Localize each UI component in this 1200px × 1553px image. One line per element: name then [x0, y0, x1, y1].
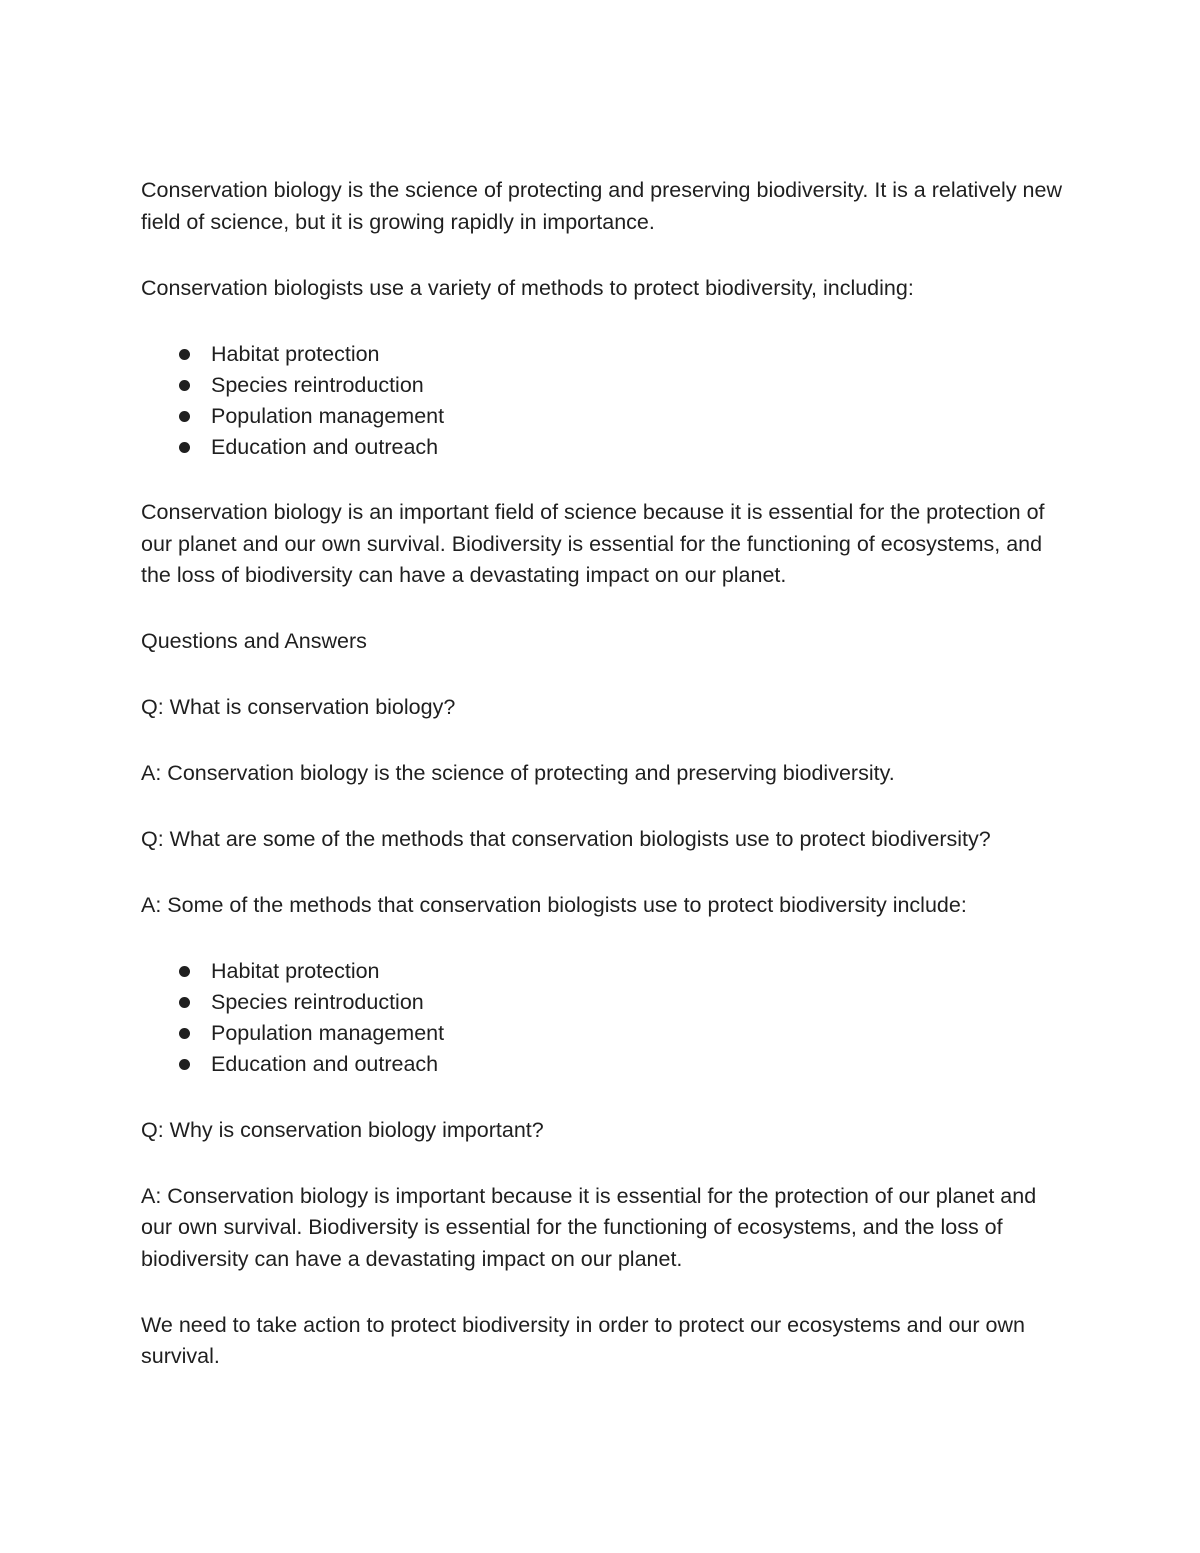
- document-body: [141, 175, 1071, 1407]
- question-3: Q: Why is conservation biology important?: [141, 1117, 544, 1142]
- list-item-label: Population management: [211, 403, 445, 428]
- intro-paragraph: Conservation biology is the science of protecting and preserving biodiversity. It is a relatively new field of science, but it is growing rapidly in importance.: [141, 178, 1062, 234]
- list-item: [141, 432, 1071, 463]
- qa-heading: Questions and Answers: [141, 629, 367, 653]
- answer-1: A: Conservation biology is the science of protecting and preserving biodiversity.: [141, 761, 895, 785]
- list-item-label: Education and outreach: [211, 434, 439, 459]
- methods-list-1: [141, 339, 1071, 463]
- bullet-icon: [179, 966, 190, 977]
- list-item: [141, 987, 1071, 1018]
- methods-intro-paragraph: Conservation biologists use a variety of methods to protect biodiversity, including:: [141, 275, 914, 300]
- list-item-label: Habitat protection: [211, 341, 380, 366]
- question-2: Q: What are some of the methods that conservation biologists use to protect biodiversity?: [141, 827, 991, 851]
- answer-2: A: Some of the methods that conservation biologists use to protect biodiversity include:: [141, 893, 967, 917]
- bullet-icon: [179, 442, 190, 453]
- list-item: [141, 401, 1071, 432]
- bullet-icon: [179, 411, 190, 422]
- list-item-label: Species reintroduction: [211, 372, 424, 397]
- list-item: [141, 1018, 1071, 1049]
- importance-paragraph: Conservation biology is an important field of science because it is essential for the protection of our planet and our own survival. Biodiversity is essential for the functioning of ecosystems, and the loss of biodiversity can have a devastating impact on our planet.: [141, 500, 1045, 587]
- methods-list-2: [141, 956, 1071, 1080]
- list-item: [141, 1049, 1071, 1080]
- list-item-label: Education and outreach: [211, 1052, 439, 1076]
- question-1: Q: What is conservation biology?: [141, 695, 456, 719]
- bullet-icon: [179, 1059, 190, 1070]
- bullet-icon: [179, 380, 190, 391]
- bullet-icon: [179, 997, 190, 1008]
- bullet-icon: [179, 349, 190, 360]
- list-item-label: Population management: [211, 1021, 445, 1045]
- bullet-icon: [179, 1028, 190, 1039]
- list-item-label: Species reintroduction: [211, 990, 424, 1014]
- closing-paragraph: We need to take action to protect biodiversity in order to protect our ecosystems and our own survival.: [141, 1312, 1025, 1368]
- list-item-label: Habitat protection: [211, 959, 380, 983]
- list-item: [141, 339, 1071, 370]
- answer-3: A: Conservation biology is important because it is essential for the protection of our planet and our own survival. Biodiversity is essential for the functioning of ecosystems, and the loss of biodiversity can have a devastating impact on our planet.: [141, 1183, 1037, 1271]
- list-item: [141, 370, 1071, 401]
- list-item: [141, 956, 1071, 987]
